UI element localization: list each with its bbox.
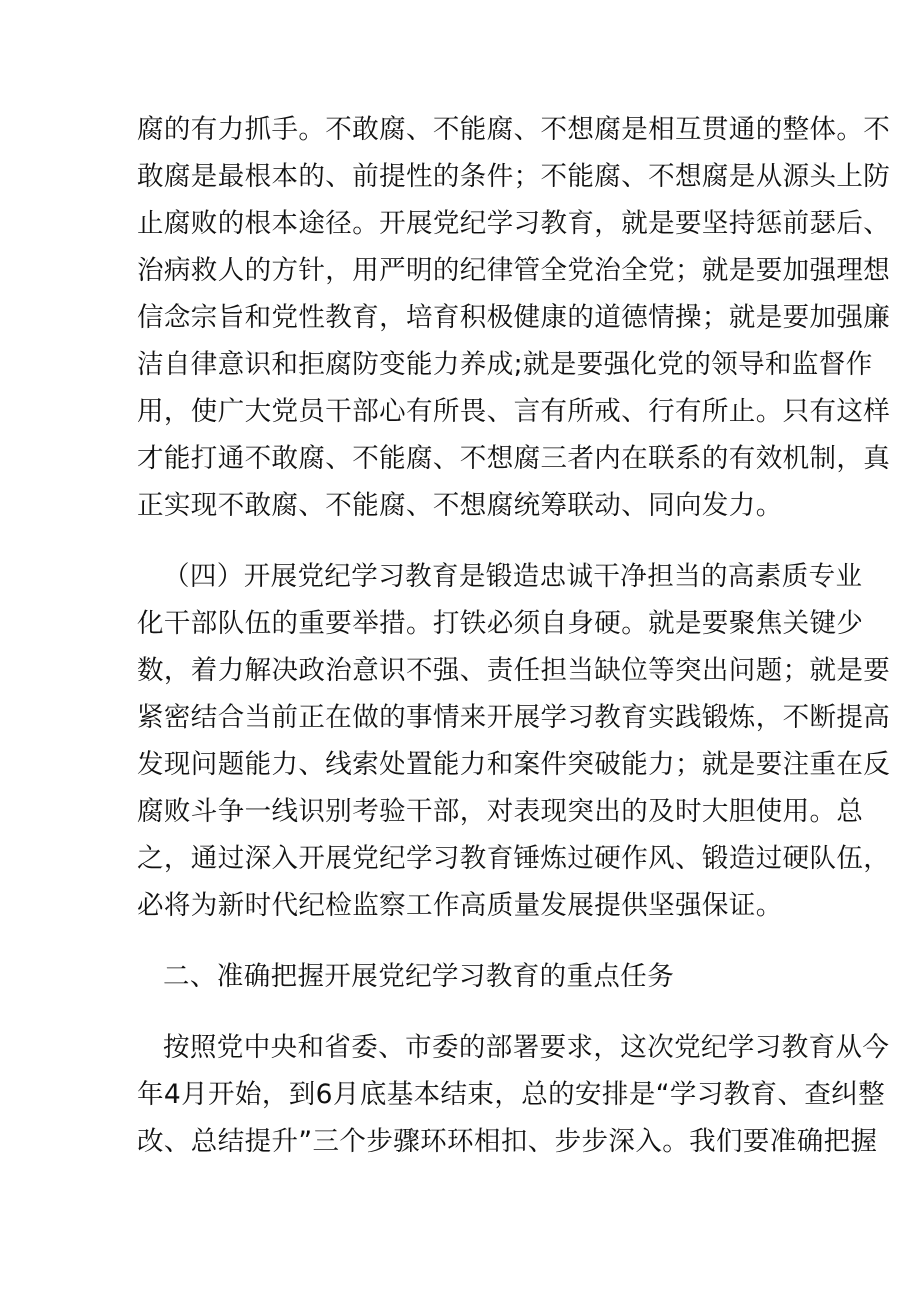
text-line: 紧密结合当前正在做的事情来开展学习教育实践锻炼，不断提高 (137, 702, 891, 733)
text-line: 年4月开始，到6月底基本结束，总的安排是“学习教育、查纠整 (137, 1079, 886, 1110)
text-line: （四）开展党纪学习教育是锻造忠诚干净担当的高素质专业 (163, 561, 863, 592)
text-line: 发现问题能力、线索处置能力和案件突破能力；就是要注重在反 (137, 749, 891, 780)
text-line: 正实现不敢腐、不能腐、不想腐统筹联动、同向发力。 (137, 490, 783, 521)
text-line: 腐败斗争一线识别考验干部，对表现突出的及时大胆使用。总 (137, 796, 864, 827)
text-line: 才能打通不敢腐、不能腐、不想腐三者内在联系的有效机制，真 (137, 443, 891, 474)
text-line: 止腐败的根本途径。开展党纪学习教育，就是要坚持惩前瑟后、 (137, 208, 891, 239)
text-line: 化干部队伍的重要举措。打铁必须自身硬。就是要聚焦关键少 (137, 608, 864, 639)
text-line: 敢腐是最根本的、前提性的条件；不能腐、不想腐是从源头上防 (137, 161, 891, 192)
text-line: 必将为新时代纪检监察工作高质量发展提供坚强保证。 (137, 890, 783, 921)
heading-line: 二、准确把握开展党纪学习教育的重点任务 (163, 961, 675, 992)
text-line: 洁自律意识和拒腐防变能力养成;就是要强化党的领导和监督作 (137, 349, 873, 380)
text-line: 治病救人的方针，用严明的纪律管全党治全党；就是要加强理想 (137, 255, 891, 286)
text-line: 之，通过深入开展党纪学习教育锤炼过硬作风、锻造过硬队伍， (137, 843, 891, 874)
text-line: 数，着力解决政治意识不强、责任担当缺位等突出问题；就是要 (137, 655, 891, 686)
text-line: 按照党中央和省委、市委的部署要求，这次党纪学习教育从今 (163, 1032, 890, 1063)
text-line: 腐的有力抓手。不敢腐、不能腐、不想腐是相互贯通的整体。不 (137, 114, 891, 145)
text-line: 用，使广大党员干部心有所畏、言有所戒、行有所止。只有这样 (137, 396, 891, 427)
text-line: 信念宗旨和党性教育，培育积极健康的道德情操；就是要加强廉 (137, 302, 891, 333)
text-line: 改、总结提升”三个步骤环环相扣、步步深入。我们要准确把握 (137, 1126, 878, 1157)
